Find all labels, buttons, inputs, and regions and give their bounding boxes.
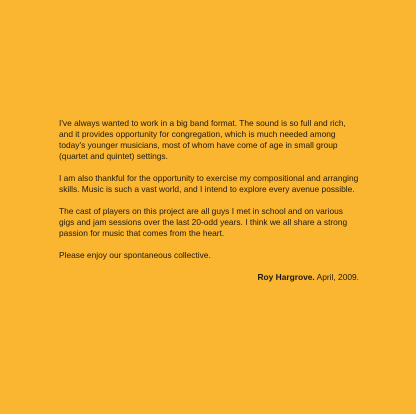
paragraph-big-band: I've always wanted to work in a big band format. The sound is so full and rich, and it provides opportunity for congregation, which is much needed among today's younger musicians, most of whom have come of age in small group (quartet and quintet) settings.: [59, 118, 346, 161]
signature-line: [59, 272, 359, 283]
signature-name: Roy Hargrove.: [257, 272, 315, 282]
signature-date: April, 2009.: [316, 272, 359, 282]
paragraph-enjoy: Please enjoy our spontaneous collective.: [59, 250, 211, 260]
liner-notes-text: [59, 118, 359, 283]
paragraph-compositional-skills: I am also thankful for the opportunity to exercise my compositional and arranging skills. Music is such a vast world, and I intend to explore every avenue possible.: [59, 173, 359, 194]
paragraph-cast-of-players: The cast of players on this project are all guys I met in school and on various gigs and jam sessions over the last 20-odd years. I think we all share a strong passion for music that comes from the heart.: [59, 206, 348, 238]
